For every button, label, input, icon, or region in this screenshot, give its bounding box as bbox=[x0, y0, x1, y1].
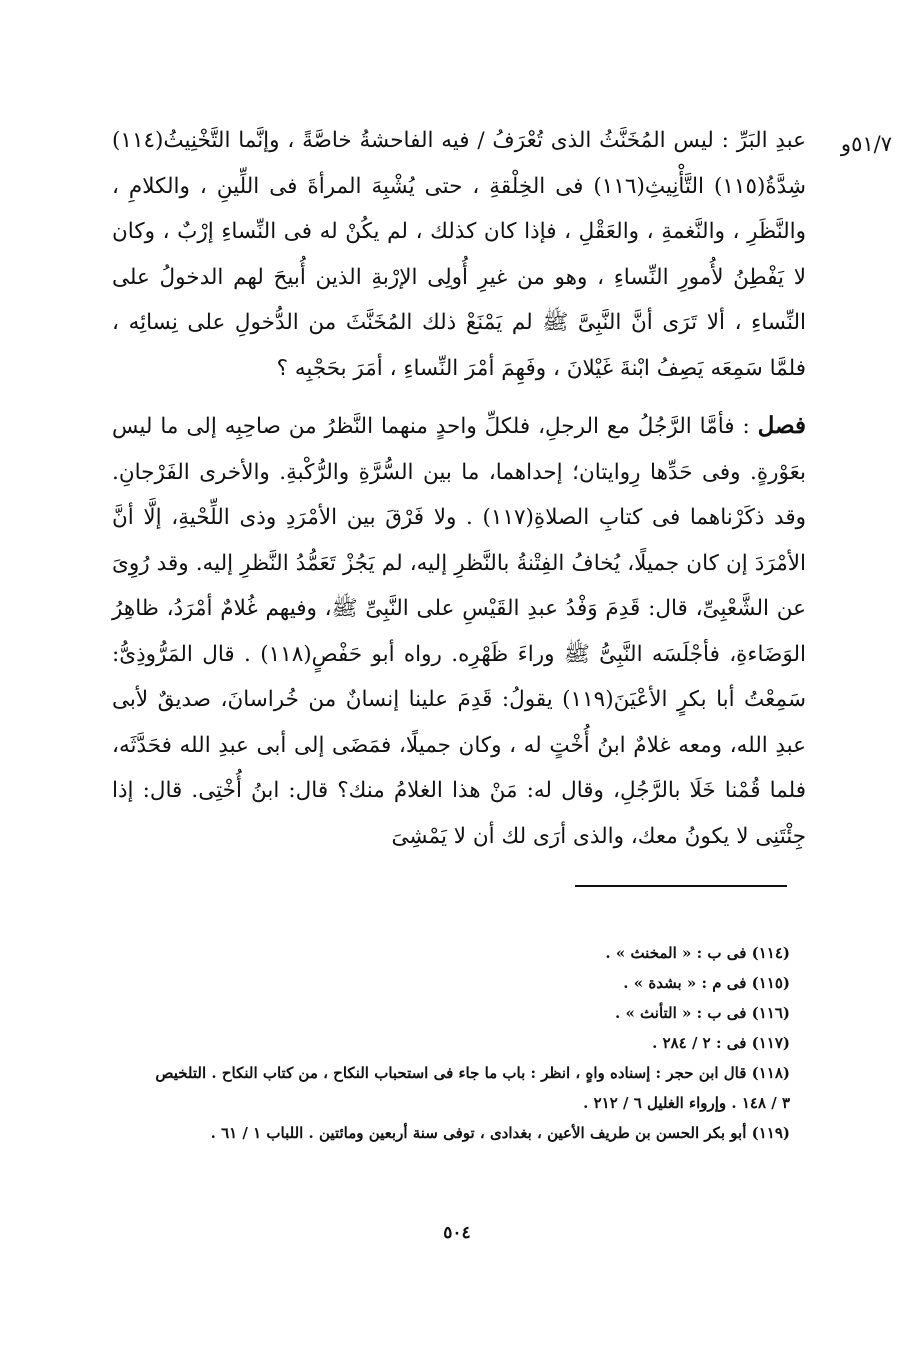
section-heading: فصل bbox=[757, 412, 806, 439]
main-text bbox=[112, 118, 806, 859]
footnote-116: (١١٦) فى ب : « التأنث » . bbox=[615, 1004, 790, 1022]
footnote-118-continued: ٣ / ١٤٨ . وإرواء الغليل ٦ / ٢١٢ . bbox=[583, 1094, 790, 1112]
footnote-118: (١١٨) قال ابن حجر : إسناده واهٍ ، انظر : باب ما جاء فى استحباب النكاح ، من كتاب النكاح . التلخيص bbox=[155, 1064, 790, 1082]
margin-folio-reference: ٥١/٧و bbox=[840, 132, 892, 156]
footnote-separator bbox=[575, 885, 787, 887]
footnote-115: (١١٥) فى م : « بشدة » . bbox=[623, 974, 790, 992]
paragraph-2-text: : فأمَّا الرَّجُلُ مع الرجلِ، فلكلِّ واحدٍ منهما النَّظرُ من صاحِبِه إلى ما ليس بعَوْرةٍ. وفى حَدِّها رِوايتان؛ إحداهما، ما بين السُّرَّةِ والرُّكْبةِ. والأخرى الفَرْجانِ. وقد ذكَرْناهما فى كتابِ الصلاةِ(١١٧) . ولا فَرْقَ بين الأمْرَدِ وذى اللِّحْيةِ، إلَّا أنَّ الأمْرَدَ إن كان جميلًا، يُخافُ الفِتْنةُ بالنَّظرِ إليه، لم يَجُزْ تَعَمُّدُ النَّظرِ إليه. وقد رُوِىَ عن الشَّعْبِىِّ، قال: قَدِمَ وَفْدُ عبدِ القَيْسِ على النَّبِىِّ ﷺ، وفيهم غُلامٌ أمْرَدُ، ظاهِرُ الوَضَاءةِ، فأجْلَسَه النَّبِىُّ ﷺ وراءَ ظَهْرِه. رواه أبو حَفْصٍ(١١٨) . قال المَرُّوذِىُّ: سَمِعْتُ أبا بكرٍ الأعْيَنَ(١١٩) يقولُ: قَدِمَ علينا إنسانٌ من خُراسانَ، صديقٌ لأبى عبدِ الله، ومعه غلامٌ ابنُ أُخْتٍ له ، وكان جميلًا، فمَضَى إلى أبى عبدِ الله فحَدَّثَه، فلما قُمْنا خَلَا بالرَّجُلِ، وقال له: مَنْ هذا الغلامُ منك؟ قال: ابنُ أُخْتِى. قال: إذا جِئْتَنِى لا يكونُ معك، والذى أرَى لك أن لا يَمْشِىَ bbox=[112, 414, 807, 849]
footnotes bbox=[100, 938, 790, 1148]
footnote-119: (١١٩) أبو بكر الحسن بن طريف الأعين ، بغدادى ، توفى سنة أربعين ومائتين . اللباب ١ / ٦١ . bbox=[210, 1124, 790, 1142]
paragraph-1: عبدِ البَرِّ : ليس المُخَنَّثُ الذى تُعْرَفُ / فيه الفاحشةُ خاصَّةً ، وإنَّما التَّخْنِيثُ(١١٤) شِدَّةُ(١١٥) التَّأْنِيثِ(١١٦) فى الخِلْقةِ ، حتى يُشْبِهَ المرأةَ فى اللِّينِ ، والكلامِ ، والنَّظَرِ ، والنَّغمةِ ، والعَقْلِ ، فإذا كان كذلك ، لم يكُنْ له فى النِّساءِ إرْبٌ ، وكان لا يَفْطِنُ لأُمورِ النِّساءِ ، وهو من غيرِ أُولِى الإرْبةِ الذين أُبيحَ لهم الدخولُ على النِّساءِ ، ألا تَرَى أنَّ النَّبِىَّ ﷺ لم يَمْنَعْ ذلك المُخَنَّثَ من الدُّخولِ على نِسائِه ، فلمَّا سَمِعَه يَصِفُ ابْنةَ غَيْلانَ ، وفَهِمَ أمْرَ النِّساءِ ، أمَرَ بحَجْبِه ؟ bbox=[112, 128, 806, 381]
paragraph-2 bbox=[112, 403, 806, 859]
page-number: ٥٠٤ bbox=[443, 1223, 471, 1243]
footnote-114: (١١٤) فى ب : « المخنث » . bbox=[605, 944, 790, 962]
footnote-117: (١١٧) فى : ٢ / ٢٨٤ . bbox=[652, 1034, 790, 1052]
